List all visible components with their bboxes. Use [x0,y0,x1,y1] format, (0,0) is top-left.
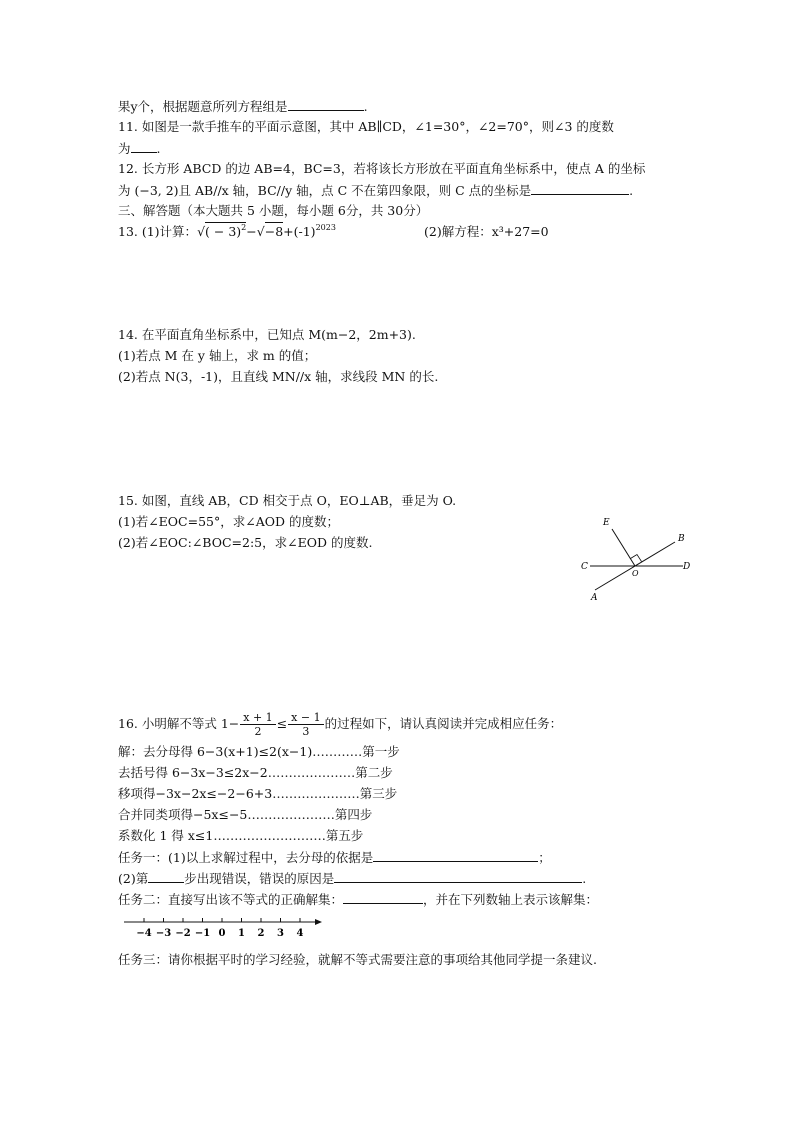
number-line-label: 2 [257,928,265,939]
number-line-label: 0 [218,928,226,939]
q11-line2: 为 . [118,138,161,159]
q14-part1: (1)若点 M 在 y 轴上，求 m 的值； [118,348,317,363]
label-d: D [683,562,691,572]
q15-figure [575,510,700,605]
q13-line: 13. (1)计算：√( − $3)^2-√-8+(-1)^{2023}$ [118,223,336,239]
answer-blank[interactable] [131,138,157,153]
q14-stem: 14. 在平面直角坐标系中，已知点 M(m−2，2m+3). [118,327,416,342]
arrow-right-icon [315,919,322,925]
number-line-label: −3 [155,928,172,939]
answer-blank[interactable] [334,868,582,883]
number-line-label: −4 [136,928,152,939]
q12-line1: 12. 长方形 ABCD 的边 AB=4，BC=3，若将该长方形放在平面直角坐标系中，使点 A 的坐标 [118,161,646,176]
number-line-label: 3 [277,928,284,939]
label-b: B [678,534,685,544]
label-e: E [603,518,610,528]
number-line-label: 4 [296,928,304,939]
sqrt-expression-1: √( − 3)$^2$ [197,223,247,239]
task-1-part2: (2)第 步出现错误，错误的原因是 . [118,868,586,889]
q13-part2: (2)解方程：x³+27=0 [424,224,549,239]
q16-stem: 16. 小明解不等式 1− $\frac{x + 1}{2}$ ≤ $\frac{x - 1}{3}$ 的过程如下，请认真阅读并完成相应任务： [118,711,563,738]
answer-blank[interactable] [531,180,629,195]
solution-step-5: 系数化 1 得 x≤1………………………第五步 [118,828,364,843]
cbrt-expression: √−8 [256,224,284,239]
label-c: C [581,562,588,572]
q15-part2: (2)若∠EOC:∠BOC=2:5，求∠EOD 的度数. [118,535,373,550]
number-line-label: −1 [194,928,211,939]
q10-text: 果y个，根据题意所列方程组是 [118,99,288,114]
solution-step-3: 移项得−3x−2x≤−2−6+3…………………第三步 [118,786,398,801]
solution-step-2: 去括号得 6−3x−3≤2x−2…………………第二步 [118,765,393,780]
answer-blank[interactable] [343,889,423,904]
label-o: O [632,569,639,578]
solution-step-4: 合并同类项得−5x≤−5…………………第四步 [118,807,373,822]
task-1-part1: 任务一：(1)以上求解过程中，去分母的依据是 ； [118,847,551,868]
q12-line2: 为 (−3, 2)且 AB//x 轴，BC//y 轴，点 C 不在第四象限，则 C 点的坐标是 . [118,180,633,201]
answer-blank[interactable] [373,847,538,862]
number-line[interactable] [118,912,338,942]
ray-oe [612,529,635,566]
task-3: 任务三：请你根据平时的学习经验，就解不等式需要注意的事项给其他同学提一条建议. [118,952,597,967]
q10-tail: 果y个，根据题意所列方程组是 . [118,96,368,117]
answer-blank[interactable] [148,868,184,883]
q14-part2: (2)若点 N(3，-1)，且直线 MN//x 轴，求线段 MN 的长. [118,369,439,384]
number-line-label: 1 [238,928,245,939]
section-3-heading: 三、解答题（本大题共 5 小题，每小题 6分，共 30分） [118,203,429,218]
q13-part1-label: 13. (1)计算： [118,224,198,239]
label-a: A [591,593,598,603]
fraction-x-minus-1-over-3: $\frac{x - 1}{3}$ [288,711,323,738]
q11-line1: 11. 如图是一款手推车的平面示意图，其中 AB∥CD，∠1=30°，∠2=70°，则∠3 的度数 [118,119,614,134]
q15-stem: 15. 如图，直线 AB，CD 相交于点 O，EO⊥AB，垂足为 O. [118,493,457,508]
q15-part1: (1)若∠EOC=55°，求∠AOD 的度数； [118,514,339,529]
task-2: 任务二：直接写出该不等式的正确解集： ，并在下列数轴上表示该解集： [118,889,598,910]
number-line-label: −2 [175,928,191,939]
solution-step-1: 解：去分母得 6−3(x+1)≤2(x−1)…………第一步 [118,744,400,759]
answer-blank[interactable] [288,96,364,111]
fraction-x-plus-1-over-2: $\frac{x + 1}{2}$ [240,711,275,738]
right-angle-mark [631,555,642,562]
